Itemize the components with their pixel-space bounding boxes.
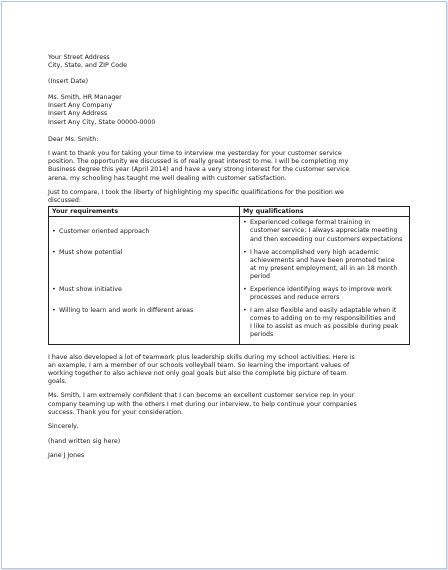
qualification-line: period — [250, 272, 271, 280]
paragraph-line: working together to also achieve not only goal goals but also the complete big picture of team — [48, 369, 347, 377]
bullet-icon: • — [243, 248, 247, 256]
qualifications-table — [48, 206, 410, 344]
qualification-line: Experienced college formal training in — [250, 219, 371, 227]
list-item — [52, 286, 236, 294]
requirement-text: Willing to learn and work in different areas — [59, 307, 194, 315]
bullet-icon: • — [243, 219, 247, 227]
qualification-cell — [240, 305, 410, 344]
table-row — [49, 284, 410, 305]
qualification-line: periods — [250, 331, 274, 339]
qualification-cell — [240, 217, 410, 247]
table-row — [49, 247, 410, 284]
qualification-line: processes and reduce errors — [250, 294, 340, 302]
paragraph-line: company teaming up with the others I met during our interview, to help continue your companies — [48, 400, 357, 408]
list-item — [52, 228, 236, 236]
paragraph-line: position. The opportunity we discussed is of really great interest to me. I will be completing my — [48, 158, 349, 166]
list-item — [243, 249, 406, 281]
table-row — [49, 305, 410, 344]
requirement-cell — [49, 284, 240, 305]
requirement-text: Customer oriented approach — [59, 228, 150, 236]
signature-note: (hand written sig here) — [48, 437, 121, 445]
qualification-line: I have accomplished very high academic — [250, 248, 379, 256]
paragraph-line: I want to thank you for taking your time to interview me yesterday for your customer service — [48, 150, 342, 158]
list-item — [243, 307, 406, 339]
paragraph-line: I have also developed a lot of teamwork plus leadership skills during my school activities. Here is — [48, 353, 355, 361]
sender-city: City, State, and ZIP Code — [48, 62, 127, 70]
paragraph-line: arena, my schooling has taught me well dealing with customer satisfaction. — [48, 174, 287, 182]
qualification-line: and then exceeding our customers expectations — [250, 235, 403, 243]
bullet-icon: • — [243, 307, 247, 315]
paragraph-line: Ms. Smith, I am extremely confident that I can become an excellent customer service rep in your — [48, 392, 355, 400]
qualification-cell — [240, 247, 410, 284]
paragraph-closing — [48, 392, 408, 416]
recipient-name: Ms. Smith, HR Manager — [48, 94, 122, 102]
qualification-line: Experience identifying ways to improve work — [250, 285, 392, 293]
qualification-line: I like to assist as much as possible during peak — [250, 323, 399, 331]
signature-placeholder — [48, 438, 408, 446]
paragraph-line: Business degree this year (April 2014) and have a very strong interest for the customer service — [48, 166, 350, 174]
list-item — [243, 219, 406, 243]
table-header-row — [49, 207, 410, 217]
qualification-line: achievements and have been promoted twice — [250, 256, 395, 264]
signer-name: Jane J Jones — [48, 452, 85, 460]
closing-text: Sincerely, — [48, 423, 79, 431]
paragraph-line: success. Thank you for your consideration. — [48, 408, 184, 416]
signer — [48, 452, 408, 460]
sender-street: Your Street Address — [48, 54, 110, 61]
requirement-cell — [49, 305, 240, 344]
list-item — [243, 286, 406, 302]
bullet-icon: • — [52, 285, 56, 293]
requirement-cell — [49, 247, 240, 284]
paragraph-line: Just to compare, I took the liberty of highlighting my specific qualifications for the position we — [48, 189, 344, 197]
requirement-text: Must show potential — [59, 248, 123, 256]
list-item — [52, 249, 236, 257]
header-your-requirements: Your requirements — [49, 207, 240, 217]
paragraph-line: an example, I am a member of our schools volleyball team. So learning the important values of — [48, 361, 350, 369]
requirement-text: Must show initiative — [59, 285, 122, 293]
table-row — [49, 217, 410, 247]
letter-date — [48, 78, 408, 86]
qualification-line: at my present employment, all in an 18 month — [250, 264, 398, 272]
salutation-text: Dear Ms. Smith: — [48, 135, 99, 143]
date-text: (Insert Date) — [48, 78, 89, 86]
bullet-icon: • — [52, 248, 56, 256]
paragraph-line: discussed: — [48, 197, 82, 205]
qualification-cell — [240, 284, 410, 305]
qualification-line: comes to adding on to my responsibilities and — [250, 315, 396, 323]
paragraph-compare — [48, 189, 408, 205]
list-item — [52, 307, 236, 315]
recipient-company: Insert Any Company — [48, 102, 113, 110]
requirement-cell — [49, 217, 240, 247]
header-my-qualifications: My qualifications — [240, 207, 410, 217]
document-frame — [1, 1, 447, 569]
paragraph-line: goals. — [48, 377, 67, 385]
paragraph-intro — [48, 150, 408, 182]
recipient-address-line: Insert Any Address — [48, 110, 108, 118]
qualification-line: customer service; I always appreciate meeting — [250, 227, 398, 235]
recipient-address — [48, 94, 408, 126]
bullet-icon: • — [243, 285, 247, 293]
cover-letter-page — [48, 54, 408, 467]
closing — [48, 423, 408, 431]
bullet-icon: • — [52, 228, 56, 236]
qualification-line: I am also flexible and easily adaptable when it — [250, 307, 397, 315]
paragraph-teamwork — [48, 354, 408, 386]
recipient-city: Insert Any City, State 00000-0000 — [48, 118, 156, 126]
bullet-icon: • — [52, 307, 56, 315]
salutation — [48, 136, 408, 144]
sender-address — [48, 54, 408, 70]
